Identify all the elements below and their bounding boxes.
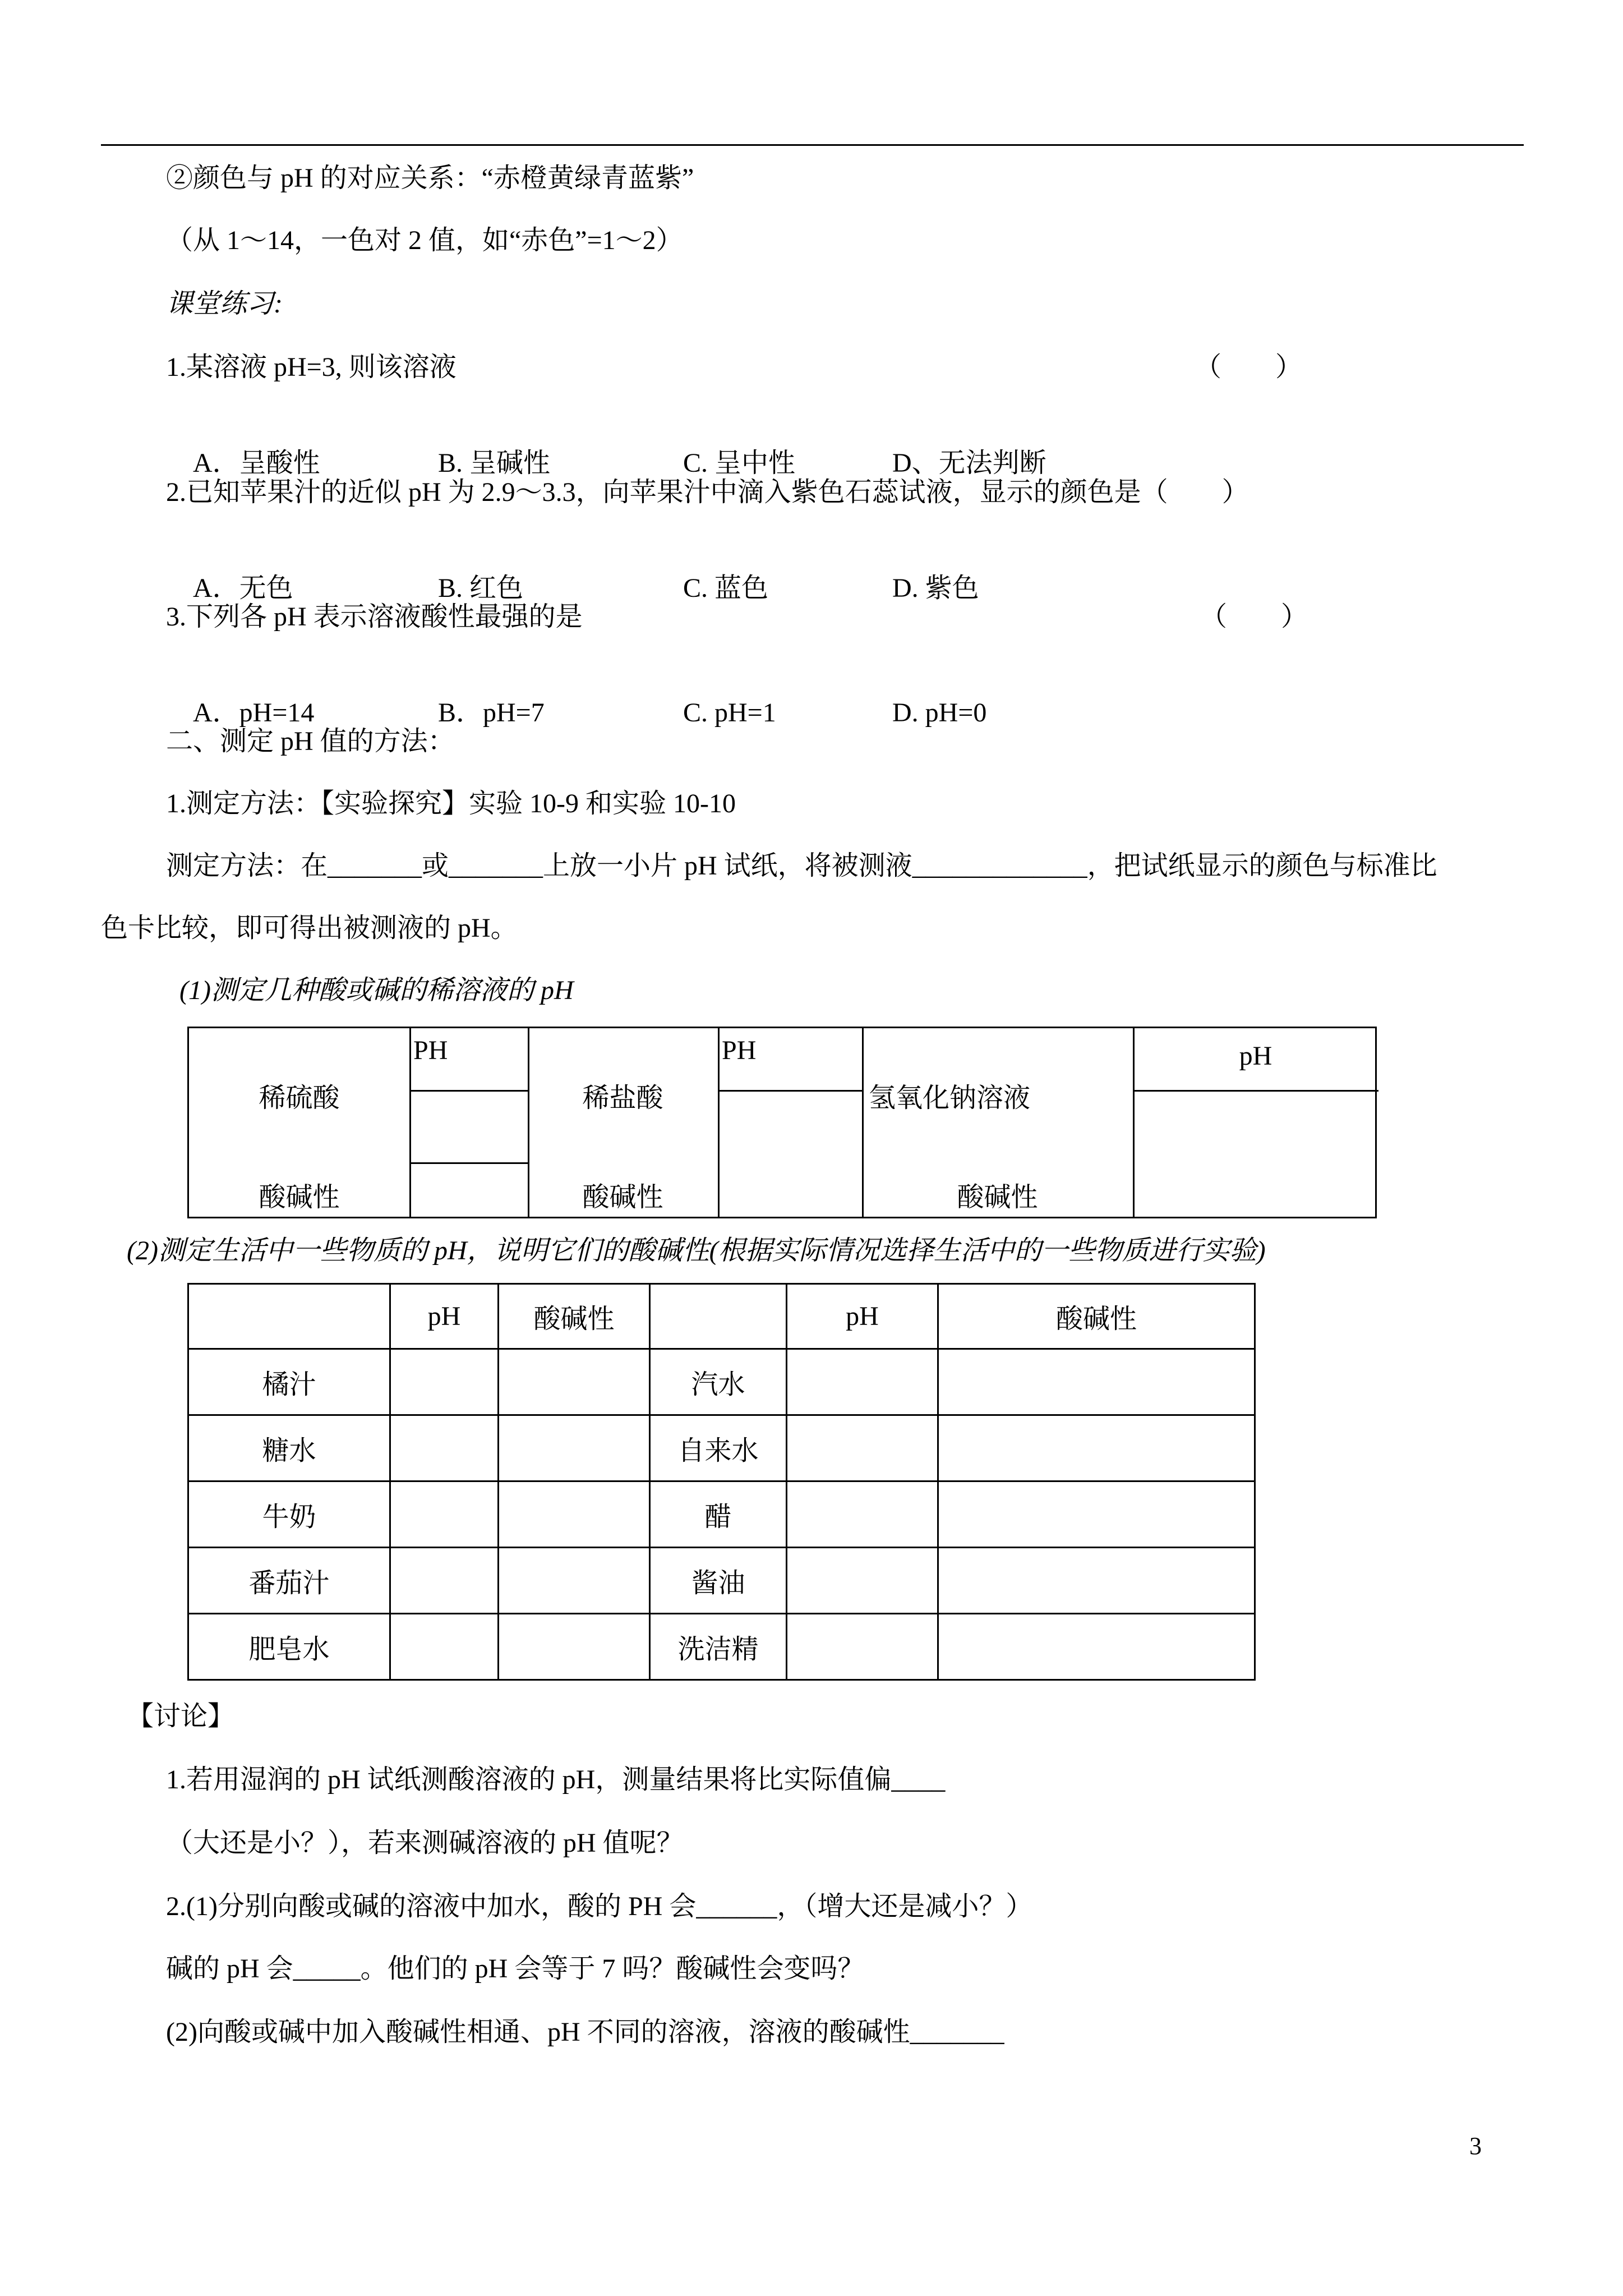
option-c: C. 呈中性 — [683, 448, 796, 478]
q3-answer-bracket: （ ） — [1200, 602, 1308, 632]
t2-header-cell — [650, 1284, 787, 1349]
intro-line-2: （从 1～14，一色对 2 值，如“赤色”=1～2） — [166, 226, 683, 255]
t2-substance: 牛奶 — [188, 1481, 390, 1548]
option-a: A．无色 — [193, 573, 293, 603]
t1-ph1-header: PH — [413, 1036, 448, 1065]
q1-answer-bracket: （ ） — [1195, 352, 1303, 382]
t1-ph3-header: pH — [1239, 1041, 1272, 1071]
option-b: B．pH=7 — [438, 698, 545, 728]
t1-ph2-header: PH — [722, 1036, 757, 1065]
t2-blank-cell — [787, 1481, 938, 1548]
section2-heading: 二、测定 pH 值的方法： — [166, 726, 455, 756]
t1-acid1-label: 稀硫酸 — [259, 1083, 340, 1113]
practice-title: 课堂练习: — [166, 289, 283, 319]
t2-blank-cell — [390, 1415, 499, 1481]
t2-blank-cell — [499, 1481, 650, 1548]
t2-blank-cell — [787, 1548, 938, 1614]
discussion-title: 【讨论】 — [127, 1701, 235, 1731]
q3-stem: 3.下列各 pH 表示溶液酸性最强的是 — [166, 602, 583, 632]
t2-substance: 醋 — [650, 1481, 787, 1548]
table-vline — [409, 1028, 411, 1217]
t2-row — [188, 1415, 1255, 1481]
t2-substance: 糖水 — [188, 1415, 390, 1481]
household-ph-table — [187, 1283, 1256, 1681]
t2-row — [188, 1614, 1255, 1680]
t2-substance: 洗洁精 — [650, 1614, 787, 1680]
table-hline — [409, 1090, 528, 1092]
q1-stem: 1.某溶液 pH=3, 则该溶液 — [166, 352, 457, 382]
t2-blank-cell — [499, 1349, 650, 1415]
t2-blank-cell — [787, 1349, 938, 1415]
t2-header-ph-right: pH — [787, 1284, 938, 1349]
t2-blank-cell — [938, 1614, 1255, 1680]
t2-row — [188, 1481, 1255, 1548]
t2-row — [188, 1548, 1255, 1614]
table-hline — [718, 1090, 862, 1092]
t1-base-label: 氢氧化钠溶液 — [869, 1083, 1031, 1113]
t2-blank-cell — [938, 1415, 1255, 1481]
option-d: D. 紫色 — [892, 573, 979, 603]
option-d: D、无法判断 — [892, 448, 1046, 478]
option-a: A．pH=14 — [193, 698, 315, 728]
procedure-line-2: 色卡比较，即可得出被测液的 pH。 — [101, 913, 518, 943]
option-a: A．呈酸性 — [193, 448, 320, 478]
t2-blank-cell — [499, 1415, 650, 1481]
t2-blank-cell — [499, 1548, 650, 1614]
discussion-2-line-2: 碱的 pH 会_____。他们的 pH 会等于 7 吗？酸碱性会变吗？ — [166, 1954, 865, 1984]
t2-blank-cell — [787, 1415, 938, 1481]
t2-substance: 酱油 — [650, 1548, 787, 1614]
procedure-line-1: 测定方法：在_______或_______上放一小片 pH 试纸，将被测液_____________，把试纸显示的颜色与标准比 — [166, 851, 1437, 881]
header-rule — [101, 144, 1524, 146]
t2-substance: 汽水 — [650, 1349, 787, 1415]
intro-line-1: ②颜色与 pH 的对应关系：“赤橙黄绿青蓝紫” — [166, 163, 694, 193]
discussion-2-line-3: (2)向酸或碱中加入酸碱性相通、pH 不同的溶液，溶液的酸碱性_______ — [166, 2017, 1004, 2047]
t1-acid2-prop-label: 酸碱性 — [582, 1182, 663, 1212]
discussion-2-line-1: 2.(1)分别向酸或碱的溶液中加水，酸的 PH 会______，（增大还是减小？） — [166, 1892, 1033, 1921]
t1-acid1-prop-label: 酸碱性 — [259, 1182, 340, 1212]
table-hline — [1133, 1090, 1378, 1092]
t2-header-cell — [188, 1284, 390, 1349]
t2-header-prop-left: 酸碱性 — [499, 1284, 650, 1349]
t1-acid2-label: 稀盐酸 — [582, 1083, 663, 1113]
t2-blank-cell — [938, 1548, 1255, 1614]
t2-blank-cell — [499, 1614, 650, 1680]
dilute-solution-ph-table — [187, 1027, 1377, 1218]
discussion-1-line-1: 1.若用湿润的 pH 试纸测酸溶液的 pH，测量结果将比实际值偏____ — [166, 1765, 946, 1795]
t2-blank-cell — [938, 1349, 1255, 1415]
table-vline — [718, 1028, 720, 1217]
option-b: B. 红色 — [438, 573, 524, 603]
t2-blank-cell — [390, 1548, 499, 1614]
t2-blank-cell — [390, 1349, 499, 1415]
section2-method-line: 1.测定方法：【实验探究】实验 10-9 和实验 10-10 — [166, 789, 736, 818]
t2-blank-cell — [938, 1481, 1255, 1548]
t1-base-prop-label: 酸碱性 — [957, 1182, 1038, 1212]
discussion-1-line-2: （大还是小？），若来测碱溶液的 pH 值呢？ — [166, 1828, 684, 1858]
t2-blank-cell — [787, 1614, 938, 1680]
option-b: B. 呈碱性 — [438, 448, 551, 478]
option-d: D. pH=0 — [892, 698, 987, 728]
experiment1-title: (1)测定几种酸或碱的稀溶液的 pH — [179, 976, 574, 1005]
t2-header-ph-left: pH — [390, 1284, 499, 1349]
table-hline — [409, 1162, 528, 1164]
option-c: C. pH=1 — [683, 698, 776, 728]
experiment2-title: (2)测定生活中一些物质的 pH，说明它们的酸碱性(根据实际情况选择生活中的一些物质进行实验) — [127, 1236, 1266, 1266]
t2-row — [188, 1349, 1255, 1415]
t2-blank-cell — [390, 1614, 499, 1680]
option-c: C. 蓝色 — [683, 573, 769, 603]
t2-header-prop-right: 酸碱性 — [938, 1284, 1255, 1349]
t2-substance: 肥皂水 — [188, 1614, 390, 1680]
t2-substance: 自来水 — [650, 1415, 787, 1481]
t2-substance: 番茄汁 — [188, 1548, 390, 1614]
q2-stem: 2.已知苹果汁的近似 pH 为 2.9～3.3，向苹果汁中滴入紫色石蕊试液，显示的颜色是（ ） — [166, 477, 1249, 507]
t2-header-row — [188, 1284, 1255, 1349]
page-number: 3 — [1469, 2132, 1482, 2160]
t2-substance: 橘汁 — [188, 1349, 390, 1415]
t2-blank-cell — [390, 1481, 499, 1548]
